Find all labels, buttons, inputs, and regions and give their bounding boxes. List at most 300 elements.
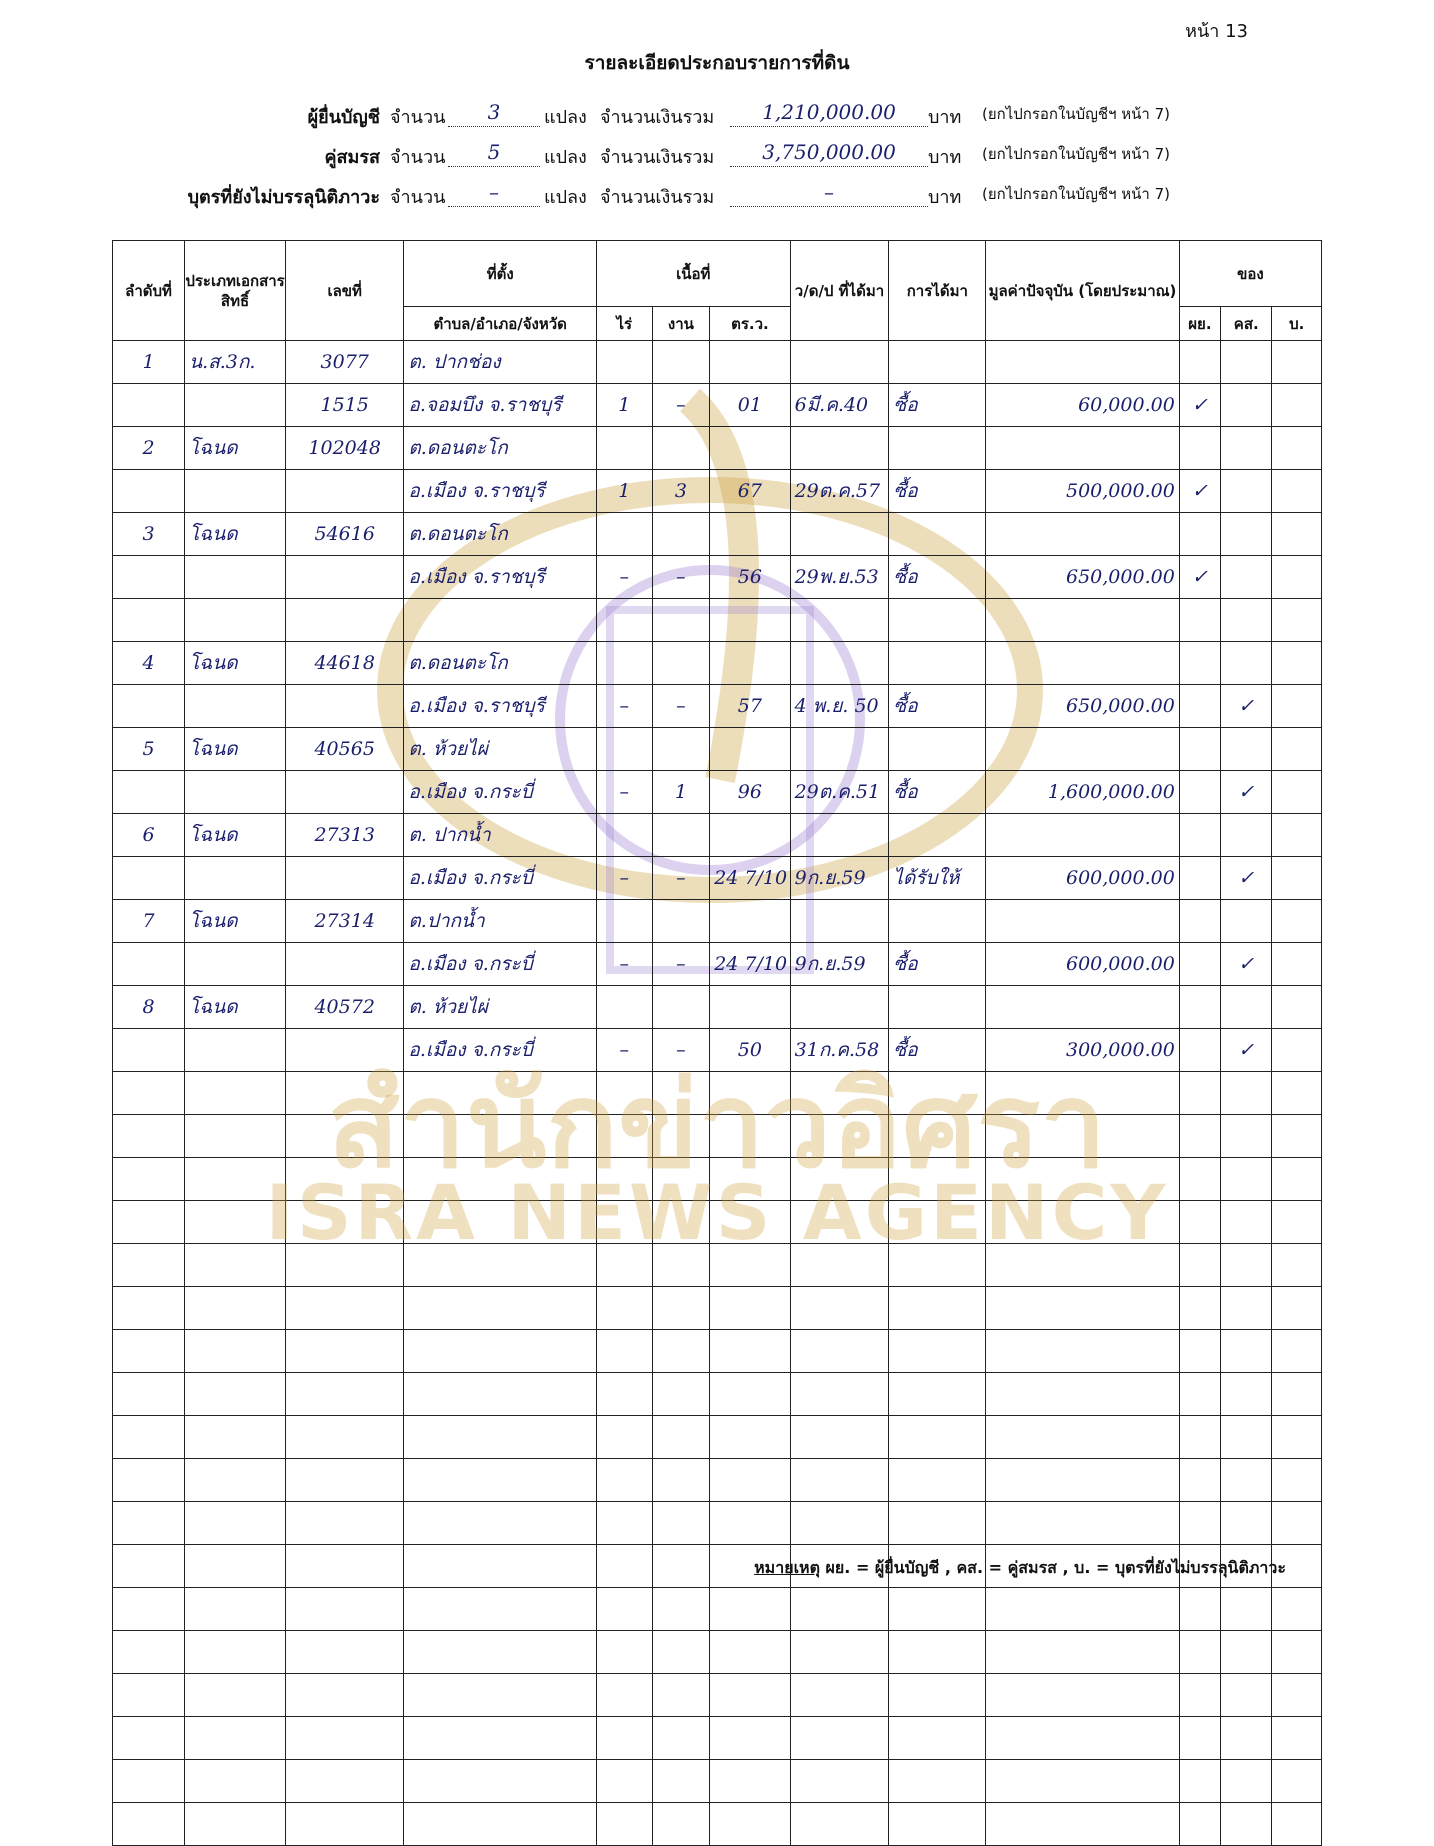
cell-owner-child	[1272, 599, 1322, 642]
empty-cell	[652, 1674, 710, 1717]
cell-acquisition: ซื้อ	[889, 384, 986, 427]
cell-value	[986, 728, 1180, 771]
empty-cell	[652, 1416, 710, 1459]
empty-cell	[1220, 1072, 1271, 1115]
cell-value: 1,600,000.00	[986, 771, 1180, 814]
empty-cell	[185, 1115, 286, 1158]
summary-row	[0, 142, 1434, 172]
summary-count-value: 5	[448, 142, 540, 167]
empty-row	[113, 1072, 1322, 1115]
cell-owner-decl	[1179, 513, 1220, 556]
empty-cell	[113, 1416, 185, 1459]
cell-value	[986, 599, 1180, 642]
cell-date: 29ต.ค.51	[790, 771, 889, 814]
empty-row	[113, 1760, 1322, 1803]
empty-cell	[404, 1588, 597, 1631]
cell-seq	[113, 771, 185, 814]
cell-seq	[113, 685, 185, 728]
empty-cell	[710, 1459, 790, 1502]
cell-owner-child	[1272, 857, 1322, 900]
cell-ngan	[652, 728, 710, 771]
empty-cell	[1272, 1588, 1322, 1631]
cell-doc-type	[185, 556, 286, 599]
empty-cell	[596, 1330, 652, 1373]
footnote	[754, 1556, 1286, 1581]
cell-ngan: –	[652, 384, 710, 427]
cell-doc-type	[185, 384, 286, 427]
cell-acquisition	[889, 642, 986, 685]
cell-date: 29พ.ย.53	[790, 556, 889, 599]
cell-owner-decl: ✓	[1179, 470, 1220, 513]
table-row	[113, 384, 1322, 427]
summary-count-label: จำนวน	[390, 187, 446, 208]
cell-date	[790, 986, 889, 1029]
empty-cell	[790, 1803, 889, 1846]
empty-row	[113, 1459, 1322, 1502]
summary-amount-value: –	[730, 182, 928, 207]
empty-cell	[285, 1416, 403, 1459]
cell-ngan: 1	[652, 771, 710, 814]
empty-cell	[596, 1631, 652, 1674]
cell-owner-child	[1272, 1029, 1322, 1072]
table-row	[113, 857, 1322, 900]
cell-owner-child	[1272, 513, 1322, 556]
summary-label: ผู้ยื่นบัญชี	[307, 107, 380, 128]
table-row	[113, 943, 1322, 986]
empty-cell	[1179, 1803, 1220, 1846]
empty-cell	[285, 1760, 403, 1803]
cell-owner-child	[1272, 427, 1322, 470]
cell-date: 9ก.ย.59	[790, 857, 889, 900]
cell-value: 60,000.00	[986, 384, 1180, 427]
cell-owner-decl	[1179, 599, 1220, 642]
summary-label: คู่สมรส	[324, 147, 380, 168]
empty-cell	[1179, 1373, 1220, 1416]
empty-cell	[889, 1717, 986, 1760]
cell-number	[285, 599, 403, 642]
empty-cell	[113, 1072, 185, 1115]
empty-cell	[710, 1072, 790, 1115]
cell-owner-child	[1272, 470, 1322, 513]
cell-number: 27313	[285, 814, 403, 857]
cell-owner-spouse: ✓	[1220, 771, 1271, 814]
cell-ngan: –	[652, 857, 710, 900]
cell-doc-type: โฉนด	[185, 513, 286, 556]
empty-cell	[404, 1631, 597, 1674]
empty-cell	[710, 1330, 790, 1373]
cell-rai	[596, 900, 652, 943]
empty-cell	[404, 1502, 597, 1545]
header-wa: ตร.ว.	[710, 307, 790, 341]
empty-cell	[596, 1459, 652, 1502]
header-owner-spouse: คส.	[1220, 307, 1271, 341]
empty-cell	[596, 1803, 652, 1846]
cell-date	[790, 427, 889, 470]
table-row	[113, 986, 1322, 1029]
empty-cell	[790, 1674, 889, 1717]
cell-rai	[596, 513, 652, 556]
empty-cell	[710, 1760, 790, 1803]
cell-acquisition: ซื้อ	[889, 771, 986, 814]
cell-rai: –	[596, 857, 652, 900]
empty-cell	[1220, 1373, 1271, 1416]
empty-cell	[1220, 1287, 1271, 1330]
summary-row	[0, 102, 1434, 132]
empty-cell	[986, 1760, 1180, 1803]
cell-date	[790, 341, 889, 384]
cell-date	[790, 728, 889, 771]
empty-cell	[986, 1330, 1180, 1373]
empty-cell	[986, 1244, 1180, 1287]
cell-ngan: –	[652, 685, 710, 728]
empty-cell	[652, 1545, 710, 1588]
summary-unit: แปลง	[544, 147, 587, 168]
empty-cell	[404, 1545, 597, 1588]
empty-cell	[889, 1330, 986, 1373]
table-row	[113, 642, 1322, 685]
empty-cell	[285, 1545, 403, 1588]
cell-owner-child	[1272, 986, 1322, 1029]
empty-cell	[986, 1201, 1180, 1244]
cell-wa: 24 7/10	[710, 857, 790, 900]
cell-seq	[113, 599, 185, 642]
cell-number: 40572	[285, 986, 403, 1029]
empty-cell	[596, 1717, 652, 1760]
footnote-text: ผย. = ผู้ยื่นบัญชี , คส. = คู่สมรส , บ. = บุตรที่ยังไม่บรรลุนิติภาวะ	[819, 1558, 1286, 1577]
cell-acquisition: ซื้อ	[889, 1029, 986, 1072]
empty-cell	[710, 1588, 790, 1631]
cell-date	[790, 642, 889, 685]
empty-cell	[404, 1459, 597, 1502]
empty-cell	[185, 1502, 286, 1545]
empty-cell	[652, 1115, 710, 1158]
summary-count-value: 3	[448, 102, 540, 127]
cell-seq: 6	[113, 814, 185, 857]
cell-location: อ.เมือง จ.ราชบุรี	[404, 685, 597, 728]
cell-acquisition: ซื้อ	[889, 556, 986, 599]
cell-value: 300,000.00	[986, 1029, 1180, 1072]
empty-cell	[285, 1373, 403, 1416]
cell-location: ต.ดอนตะโก	[404, 427, 597, 470]
empty-cell	[790, 1631, 889, 1674]
cell-location: อ.จอมบึง จ.ราชบุรี	[404, 384, 597, 427]
cell-date	[790, 814, 889, 857]
empty-cell	[113, 1588, 185, 1631]
empty-cell	[889, 1115, 986, 1158]
cell-owner-child	[1272, 900, 1322, 943]
empty-cell	[113, 1158, 185, 1201]
cell-date	[790, 513, 889, 556]
cell-owner-decl: ✓	[1179, 556, 1220, 599]
cell-rai: 1	[596, 470, 652, 513]
empty-cell	[285, 1803, 403, 1846]
cell-owner-child	[1272, 943, 1322, 986]
empty-cell	[1220, 1631, 1271, 1674]
empty-cell	[1272, 1502, 1322, 1545]
empty-row	[113, 1330, 1322, 1373]
empty-cell	[596, 1545, 652, 1588]
empty-cell	[790, 1416, 889, 1459]
cell-rai: –	[596, 685, 652, 728]
cell-acquisition	[889, 427, 986, 470]
empty-cell	[889, 1201, 986, 1244]
cell-rai	[596, 427, 652, 470]
empty-cell	[596, 1244, 652, 1287]
cell-acquisition: ซื้อ	[889, 470, 986, 513]
cell-owner-spouse	[1220, 728, 1271, 771]
cell-wa	[710, 642, 790, 685]
empty-row	[113, 1674, 1322, 1717]
empty-cell	[1179, 1674, 1220, 1717]
cell-owner-decl: ✓	[1179, 384, 1220, 427]
empty-cell	[710, 1674, 790, 1717]
cell-rai	[596, 599, 652, 642]
cell-owner-spouse	[1220, 513, 1271, 556]
empty-cell	[285, 1674, 403, 1717]
cell-owner-decl	[1179, 1029, 1220, 1072]
empty-cell	[790, 1244, 889, 1287]
empty-cell	[1179, 1416, 1220, 1459]
empty-cell	[285, 1072, 403, 1115]
empty-cell	[185, 1201, 286, 1244]
empty-cell	[285, 1330, 403, 1373]
empty-cell	[1272, 1287, 1322, 1330]
cell-acquisition	[889, 341, 986, 384]
cell-date: 31ก.ค.58	[790, 1029, 889, 1072]
empty-cell	[404, 1416, 597, 1459]
summary-note: (ยกไปกรอกในบัญชีฯ หน้า 7)	[982, 105, 1170, 123]
empty-cell	[889, 1588, 986, 1631]
empty-cell	[889, 1287, 986, 1330]
empty-cell	[652, 1072, 710, 1115]
summary-amount-value: 1,210,000.00	[730, 102, 928, 127]
cell-location: ต.ปากน้ำ	[404, 900, 597, 943]
empty-cell	[113, 1674, 185, 1717]
empty-cell	[285, 1588, 403, 1631]
empty-cell	[1179, 1287, 1220, 1330]
empty-cell	[1220, 1416, 1271, 1459]
empty-cell	[185, 1158, 286, 1201]
cell-owner-decl	[1179, 642, 1220, 685]
header-location-sub: ตำบล/อำเภอ/จังหวัด	[404, 307, 597, 341]
table-row	[113, 513, 1322, 556]
cell-rai	[596, 814, 652, 857]
empty-cell	[1272, 1760, 1322, 1803]
empty-cell	[1272, 1416, 1322, 1459]
empty-cell	[1220, 1201, 1271, 1244]
cell-seq: 1	[113, 341, 185, 384]
cell-location: ต.ดอนตะโก	[404, 513, 597, 556]
cell-owner-child	[1272, 814, 1322, 857]
empty-cell	[1220, 1244, 1271, 1287]
empty-cell	[285, 1244, 403, 1287]
empty-cell	[652, 1717, 710, 1760]
cell-seq: 7	[113, 900, 185, 943]
cell-value: 500,000.00	[986, 470, 1180, 513]
cell-acquisition	[889, 728, 986, 771]
cell-location: อ.เมือง จ.กระบี่	[404, 857, 597, 900]
cell-doc-type	[185, 943, 286, 986]
table-row	[113, 771, 1322, 814]
empty-cell	[113, 1287, 185, 1330]
land-details-table	[112, 240, 1322, 1846]
cell-wa: 96	[710, 771, 790, 814]
cell-ngan	[652, 599, 710, 642]
cell-doc-type: โฉนด	[185, 900, 286, 943]
empty-cell	[113, 1373, 185, 1416]
cell-wa: 57	[710, 685, 790, 728]
cell-rai	[596, 341, 652, 384]
empty-cell	[1272, 1803, 1322, 1846]
summary-label: บุตรที่ยังไม่บรรลุนิติภาวะ	[187, 187, 380, 208]
cell-location: อ.เมือง จ.กระบี่	[404, 1029, 597, 1072]
cell-owner-spouse	[1220, 384, 1271, 427]
empty-cell	[404, 1330, 597, 1373]
cell-rai: –	[596, 1029, 652, 1072]
cell-wa: 24 7/10	[710, 943, 790, 986]
cell-value: 600,000.00	[986, 943, 1180, 986]
cell-number	[285, 857, 403, 900]
empty-cell	[285, 1717, 403, 1760]
cell-number: 102048	[285, 427, 403, 470]
empty-cell	[404, 1674, 597, 1717]
cell-value	[986, 642, 1180, 685]
empty-cell	[185, 1244, 286, 1287]
cell-seq: 4	[113, 642, 185, 685]
empty-cell	[404, 1201, 597, 1244]
empty-cell	[652, 1588, 710, 1631]
empty-cell	[790, 1760, 889, 1803]
empty-cell	[652, 1803, 710, 1846]
summary-unit: แปลง	[544, 187, 587, 208]
footnote-label: หมายเหตุ	[754, 1558, 820, 1577]
empty-cell	[652, 1244, 710, 1287]
empty-cell	[113, 1631, 185, 1674]
header-location: ที่ตั้ง	[404, 241, 597, 307]
cell-owner-child	[1272, 771, 1322, 814]
cell-owner-spouse: ✓	[1220, 943, 1271, 986]
empty-cell	[1179, 1588, 1220, 1631]
empty-row	[113, 1631, 1322, 1674]
empty-cell	[790, 1588, 889, 1631]
cell-owner-spouse	[1220, 642, 1271, 685]
empty-cell	[185, 1674, 286, 1717]
header-date: ว/ด/ป ที่ได้มา	[790, 241, 889, 341]
empty-cell	[1220, 1717, 1271, 1760]
cell-value	[986, 986, 1180, 1029]
cell-owner-spouse: ✓	[1220, 857, 1271, 900]
cell-owner-decl	[1179, 857, 1220, 900]
empty-cell	[1272, 1717, 1322, 1760]
empty-row	[113, 1717, 1322, 1760]
empty-cell	[652, 1201, 710, 1244]
empty-cell	[889, 1072, 986, 1115]
header-owner: ของ	[1179, 241, 1321, 307]
cell-owner-decl	[1179, 900, 1220, 943]
cell-rai: 1	[596, 384, 652, 427]
cell-acquisition: ได้รับให้	[889, 857, 986, 900]
cell-location: อ.เมือง จ.ราชบุรี	[404, 556, 597, 599]
empty-cell	[986, 1158, 1180, 1201]
empty-cell	[986, 1717, 1180, 1760]
header-number: เลขที่	[285, 241, 403, 341]
empty-row	[113, 1201, 1322, 1244]
empty-cell	[1272, 1373, 1322, 1416]
empty-cell	[404, 1115, 597, 1158]
cell-rai: –	[596, 943, 652, 986]
empty-cell	[185, 1717, 286, 1760]
empty-cell	[404, 1373, 597, 1416]
cell-number	[285, 470, 403, 513]
cell-owner-spouse	[1220, 341, 1271, 384]
cell-acquisition	[889, 814, 986, 857]
empty-cell	[1272, 1158, 1322, 1201]
empty-cell	[596, 1416, 652, 1459]
empty-row	[113, 1115, 1322, 1158]
empty-cell	[404, 1760, 597, 1803]
empty-cell	[285, 1631, 403, 1674]
empty-cell	[889, 1674, 986, 1717]
cell-location: ต. ห้วยไผ่	[404, 986, 597, 1029]
cell-seq	[113, 943, 185, 986]
cell-owner-spouse	[1220, 427, 1271, 470]
cell-owner-decl	[1179, 728, 1220, 771]
cell-wa	[710, 341, 790, 384]
cell-owner-spouse	[1220, 556, 1271, 599]
cell-location: ต. ห้วยไผ่	[404, 728, 597, 771]
summary-note: (ยกไปกรอกในบัญชีฯ หน้า 7)	[982, 185, 1170, 203]
cell-rai: –	[596, 556, 652, 599]
empty-cell	[113, 1201, 185, 1244]
summary-amount-value: 3,750,000.00	[730, 142, 928, 167]
empty-cell	[986, 1803, 1180, 1846]
cell-doc-type	[185, 771, 286, 814]
cell-owner-child	[1272, 642, 1322, 685]
cell-rai: –	[596, 771, 652, 814]
empty-cell	[1179, 1158, 1220, 1201]
empty-cell	[1220, 1330, 1271, 1373]
empty-cell	[113, 1502, 185, 1545]
cell-number: 3077	[285, 341, 403, 384]
cell-doc-type	[185, 599, 286, 642]
empty-cell	[790, 1373, 889, 1416]
cell-owner-spouse	[1220, 470, 1271, 513]
cell-rai	[596, 728, 652, 771]
cell-owner-child	[1272, 341, 1322, 384]
empty-cell	[710, 1373, 790, 1416]
empty-cell	[710, 1158, 790, 1201]
empty-cell	[185, 1287, 286, 1330]
table-row	[113, 728, 1322, 771]
empty-cell	[1220, 1674, 1271, 1717]
empty-row	[113, 1158, 1322, 1201]
cell-owner-child	[1272, 685, 1322, 728]
cell-ngan	[652, 814, 710, 857]
empty-cell	[986, 1115, 1180, 1158]
empty-cell	[710, 1631, 790, 1674]
empty-cell	[889, 1803, 986, 1846]
empty-cell	[1220, 1115, 1271, 1158]
empty-cell	[404, 1803, 597, 1846]
cell-seq	[113, 556, 185, 599]
cell-number: 54616	[285, 513, 403, 556]
cell-date: 6มี.ค.40	[790, 384, 889, 427]
cell-value: 600,000.00	[986, 857, 1180, 900]
empty-cell	[790, 1717, 889, 1760]
cell-ngan: –	[652, 1029, 710, 1072]
empty-row	[113, 1416, 1322, 1459]
summary-count-value: –	[448, 182, 540, 207]
